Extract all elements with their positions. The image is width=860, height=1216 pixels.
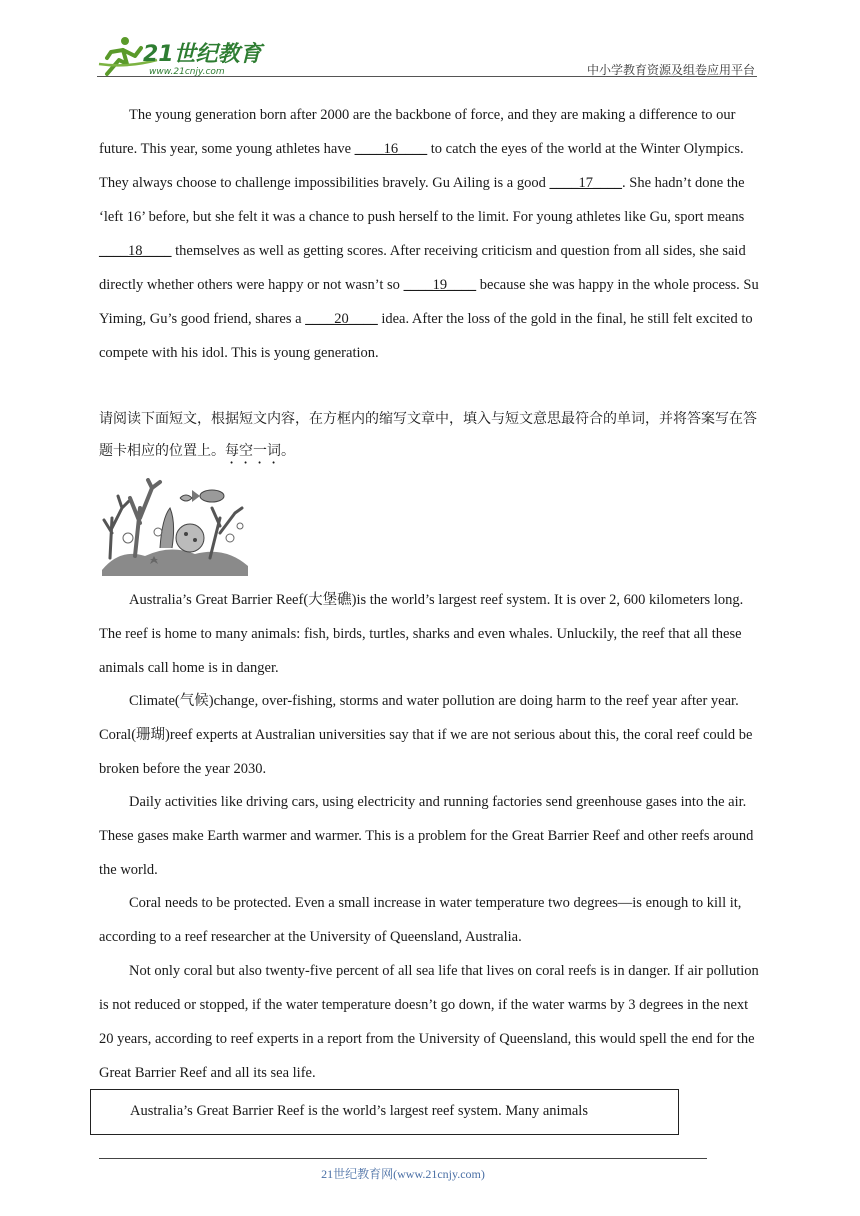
passage2-paragraph-5: Not only coral but also twenty-five percent of all sea life that lives on coral reefs is in danger. If air pollution is not reduced or stopped, if the water temperature doesn’t go down, if the water warms by 3 degrees in the next 20 years, according to reef experts in a report from the University of Queensland, this would spell the end for the Great Barrier Reef and all its sea life. — [99, 963, 759, 1081]
passage2-paragraph-2: Climate(气候)change, over-fishing, storms and water pollution are doing harm to the reef year after year. Coral(珊瑚)reef experts at Australian universities say that if we are not serious about this, the coral reef could be broken before the year 2030. — [99, 693, 753, 777]
summary-box — [90, 1089, 679, 1135]
blank-16: ____16____ — [354, 141, 428, 157]
logo-text: 21世纪教育 — [143, 42, 262, 67]
blank-19: ____19____ — [403, 277, 477, 293]
footer-text: 21世纪教育网(www.21cnjy.com) — [321, 1167, 485, 1181]
header-divider — [97, 76, 757, 77]
footer-divider — [99, 1158, 707, 1159]
summary-text: Australia’s Great Barrier Reef is the world’s largest reef system. Many animals — [130, 1103, 588, 1119]
blank-20: ____20____ — [305, 311, 378, 327]
passage2-paragraph-4: Coral needs to be protected. Even a small increase in water temperature two degrees—is enough to kill it, according to a reef researcher at the University of Queensland, Australia. — [99, 895, 742, 945]
section-instructions: 请阅读下面短文，根据短文内容，在方框内的缩写文章中，填入与短文意思最符合的单词，并将答案写在答题卡相应的位置上。每空一词。 — [99, 411, 757, 459]
blank-18: ____18____ — [99, 243, 172, 259]
one-word-emphasis: 每空一词 — [225, 443, 281, 459]
passage2-paragraph-3: Daily activities like driving cars, using electricity and running factories send greenhouse gases into the air. These gases make Earth warmer and warmer. This is a problem for the Great Barrier Reef and other reefs around the world. — [99, 794, 754, 878]
header-tagline: 中小学教育资源及组卷应用平台 — [586, 63, 755, 77]
coral-reef-illustration — [100, 478, 250, 576]
site-logo — [97, 34, 267, 78]
passage1-paragraph: The young generation born after 2000 are the backbone of force, and they are making a difference to our future. This year, some young athletes have ____16____ to catch the eyes of the world at the Winter Olympics. They always choose to challenge impossibilities bravely. Gu Ailing is a good ____17____. She hadn’t done the ‘left 16’ before, but she felt it was a chance to push herself to the limit. For young athletes like Gu, sport means ____18____ themselves as well as getting scores. After receiving criticism and question from all sides, she said directly whether others were happy or not wasn’t so ____19____ because she was happy in the whole process. Su Yiming, Gu’s good friend, shares a ____20____ idea. After the loss of the gold in the final, he still felt excited to compete with his idol. This is young generation. — [99, 107, 759, 361]
blank-17: ____17____ — [549, 175, 622, 191]
logo-url: www.21cnjy.com — [149, 67, 225, 77]
page-header — [97, 34, 757, 80]
passage2-paragraph-1: Australia’s Great Barrier Reef(大堡礁)is the world’s largest reef system. It is over 2, 600 kilometers long. The reef is home to many animals: fish, birds, turtles, sharks and even whales. Unluckily, the reef that all these animals call home is in danger. — [99, 592, 744, 676]
